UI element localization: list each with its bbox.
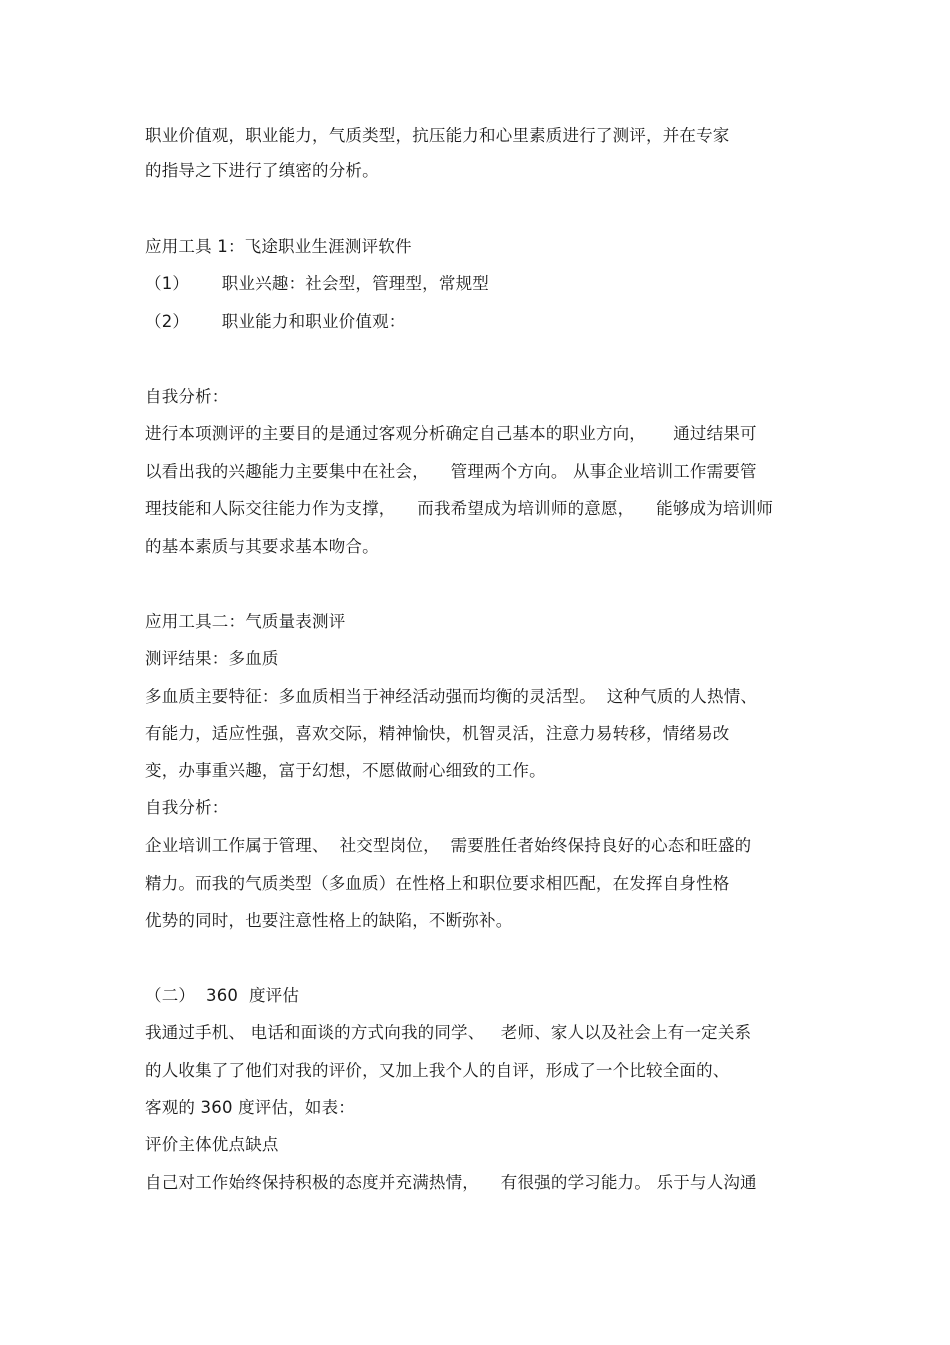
text-line: 自己对工作始终保持积极的态度并充满热情， 有很强的学习能力。 乐于与人沟通 bbox=[145, 1173, 757, 1192]
text-line: 理技能和人际交往能力作为支撑， 而我希望成为培训师的意愿， 能够成为培训师 bbox=[145, 499, 774, 518]
text-line: 多血质主要特征：多血质相当于神经活动强而均衡的灵活型。 这种气质的人热情、 bbox=[145, 687, 758, 706]
text-line: 我通过手机、 电话和面谈的方式向我的同学、 老师、家人以及社会上有一定关系 bbox=[145, 1023, 752, 1042]
text-line: 客观的 360 度评估，如表： bbox=[145, 1098, 355, 1117]
section-heading: 应用工具二：气质量表测评 bbox=[145, 612, 346, 631]
section-heading: （二） 360 度评估 bbox=[145, 986, 300, 1005]
text-line: 以看出我的兴趣能力主要集中在社会， 管理两个方向。 从事企业培训工作需要管 bbox=[145, 462, 757, 481]
section-heading: 应用工具 1：飞途职业生涯测评软件 bbox=[145, 237, 412, 256]
list-item: （1） 职业兴趣：社会型，管理型，常规型 bbox=[145, 274, 489, 293]
table-header: 评价主体优点缺点 bbox=[145, 1135, 279, 1154]
text-line: 变，办事重兴趣，富于幻想，不愿做耐心细致的工作。 bbox=[145, 761, 546, 780]
text-line: 精力。而我的气质类型（多血质）在性格上和职位要求相匹配，在发挥自身性格 bbox=[145, 874, 730, 893]
subheading: 自我分析： bbox=[145, 387, 229, 406]
text-line: 的人收集了了他们对我的评价，又加上我个人的自评，形成了一个比较全面的、 bbox=[145, 1061, 730, 1080]
list-item: （2） 职业能力和职业价值观： bbox=[145, 312, 406, 331]
text-line: 优势的同时，也要注意性格上的缺陷，不断弥补。 bbox=[145, 911, 513, 930]
text-line: 的指导之下进行了缜密的分析。 bbox=[145, 161, 379, 180]
text-line: 进行本项测评的主要目的是通过客观分析确定自己基本的职业方向， 通过结果可 bbox=[145, 424, 757, 443]
text-line: 企业培训工作属于管理、 社交型岗位， 需要胜任者始终保持良好的心态和旺盛的 bbox=[145, 836, 752, 855]
text-line: 有能力，适应性强，喜欢交际，精神愉快，机智灵活，注意力易转移，情绪易改 bbox=[145, 724, 730, 743]
text-line: 的基本素质与其要求基本吻合。 bbox=[145, 537, 379, 556]
subheading: 自我分析： bbox=[145, 798, 229, 817]
text-line: 职业价值观，职业能力，气质类型，抗压能力和心里素质进行了测评，并在专家 bbox=[145, 126, 730, 145]
text-line: 测评结果：多血质 bbox=[145, 649, 279, 668]
